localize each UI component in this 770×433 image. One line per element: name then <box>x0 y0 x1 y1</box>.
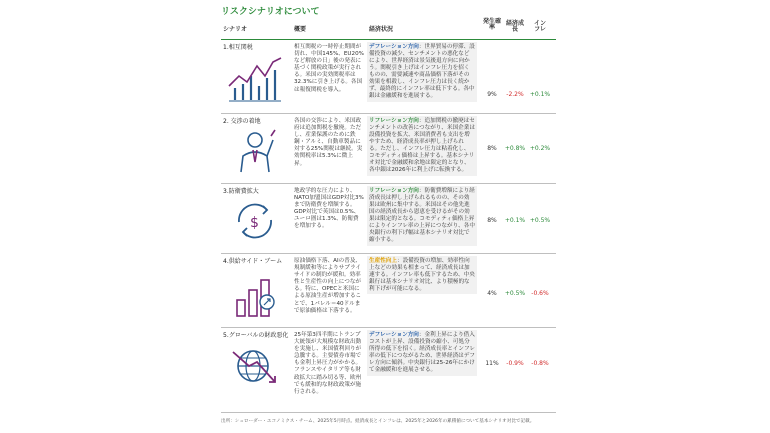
scenario-overview: 地政学的な圧力により、NATO加盟国はGDP対比3%まで防衛費を増額する。GDP対比で英国は0.5%、ユーロ圏は1.3%、防衛費を増加する。 <box>294 188 364 230</box>
growth-bars-icon <box>227 272 283 318</box>
table-row <box>221 254 556 328</box>
growth-value: -2.2% <box>506 91 524 98</box>
scenario-overview: 相互関税の一時停止期間が切れ、中国145%、EU20%など解放の日」後の発表に基づく関税政策が実行される。米国の実効関税率は32.3%に引き上げる。各国は報復関税を導入。 <box>294 44 364 93</box>
growth-value: +0.1% <box>504 217 526 224</box>
inflation-value: +0.1% <box>529 91 551 98</box>
growth-value: -0.9% <box>506 360 524 367</box>
direction-tag: デフレーション方向 <box>369 43 419 50</box>
direction-tag: 生産性向上 <box>369 257 397 264</box>
scenario-title: 3.防衛費拡大 <box>223 188 259 195</box>
businessman-icon <box>227 128 283 174</box>
header-probability: 発生確率 <box>483 18 502 31</box>
scenario-title: 1.相互関税 <box>223 44 253 51</box>
econ-text: ：設備投資の増加、効率性向上などの効果も相まって、経済成長は加速する。インフレ率も低下するため、中央銀行は基本シナリオ対比、より積極的な利下げが可能になる。 <box>369 257 475 292</box>
inflation-value: +0.2% <box>529 145 551 152</box>
inflation-value: -0.8% <box>531 360 549 367</box>
growth-value: +0.5% <box>504 290 526 297</box>
page-title: リスクシナリオについて <box>221 7 320 17</box>
scenario-overview: 各国の交渉により、米国政府は追加関税を撤廃。ただし、産業保護のために鉄鋼・アルミ、自動車製品に対する25%関税は継続。実効関税率は5.3%に微上昇。 <box>294 118 363 167</box>
econ-description <box>367 186 477 246</box>
econ-description <box>367 330 477 376</box>
header-econ: 経済状況 <box>369 26 394 33</box>
direction-tag: リフレーション方向 <box>369 187 419 194</box>
econ-text: ：世界貿易の停滞、設備投資の減少、センチメントの悪化などにより、世界経済は景気後退方向に向かう。関税引き上げはインフレ圧力を招くものの、需要減速や商品価格下落がその効果を相殺し、インフレ圧力は長く続かず、最終的にインフレ率は低下する。各中銀は金融緩和を進展する。 <box>369 43 475 100</box>
table-header <box>221 18 556 40</box>
scenario-title: 4.供給サイド・ブーム <box>223 258 283 265</box>
probability-value: 4% <box>487 290 497 297</box>
svg-text:$: $ <box>250 215 259 231</box>
header-inflation: インフレ <box>533 20 546 33</box>
header-growth: 経済成長 <box>506 20 525 33</box>
probability-value: 9% <box>487 91 497 98</box>
probability-value: 11% <box>485 360 499 367</box>
probability-value: 8% <box>487 145 497 152</box>
econ-text: ：追加関税の撤廃はセンチメントの改善につながり、米国企業は設備投資を拡大、米国消費者も支出を増やすため、経済成長率が押し上げられる。ただし、インフレ圧力は粘着化し、コモディティ価格は上昇する。基本シナリオ対比で金融緩和余地は限定的となり、各中銀は2026年に利上げに転換する。 <box>369 117 475 174</box>
scenario-overview: 原油価格下落、AIの普及、規制緩和等によりサプライサイドの制約が緩和。効率性と生産性の向上につながる。特に、OPECと米国による原油生産が増加することで、1バレル＝40ドルまで原油価格は下落する。 <box>294 258 362 314</box>
direction-tag: デフレーション方向 <box>369 331 419 338</box>
econ-description <box>367 256 477 294</box>
table-row <box>221 40 556 114</box>
globe-decline-icon <box>227 344 283 390</box>
table-row <box>221 328 556 413</box>
inflation-value: +0.5% <box>529 217 551 224</box>
stock-chart-icon <box>227 56 283 102</box>
probability-value: 8% <box>487 217 497 224</box>
econ-text: ：防衛費増額により経済成長は押し上げられるものの、その効果は欧州に集中する。米国はその他先進国の経済成長から恩恵を受けるがその効果は限定的となる。コモディティ価格上昇によりインフレ率の上昇につながり、各中央銀行の利下げ幅は基本シナリオ対比で縮小する。 <box>369 187 475 244</box>
econ-description <box>367 42 477 102</box>
table-row <box>221 184 556 254</box>
scenario-title: 5.グローバルの財政悪化 <box>223 332 289 339</box>
header-overview: 概要 <box>294 26 307 33</box>
growth-value: +0.8% <box>504 145 526 152</box>
source-footnote: 出所：シュローダー・エコノミクス・チーム、2025年5月時点。経済成長とインフレは、2025年と2026年の累積値について基本シナリオ対比で記載。 <box>221 419 535 424</box>
scenario-title: 2. 交渉の着地 <box>223 118 261 125</box>
direction-tag: リフレーション方向 <box>369 117 419 124</box>
header-scenario: シナリオ <box>223 26 247 33</box>
table-row <box>221 114 556 184</box>
scenario-overview: 25年第3四半期にトランプ大統領が大規模な財政出動を実施し、米国債利回りが急騰する。主要債券市場でも金利上昇圧力がかかる。フランスやイタリア等も財政拡大に踏み切る等、欧州でも緩和的な財政政策が施行される。 <box>294 332 362 395</box>
econ-description <box>367 116 477 176</box>
money-cycle-icon <box>227 198 283 244</box>
risk-scenario-table <box>221 18 556 413</box>
econ-text: ：金利上昇により借入コストが上昇、設備投資の縮小、可処分所得の低下を招く。経済成長率とインフレ率の低下につながるため、世界経済はデフレ方向に傾斜。中央銀行は25-26年にかけて金融緩和を進展させる。 <box>369 331 475 373</box>
inflation-value: -0.6% <box>531 290 549 297</box>
